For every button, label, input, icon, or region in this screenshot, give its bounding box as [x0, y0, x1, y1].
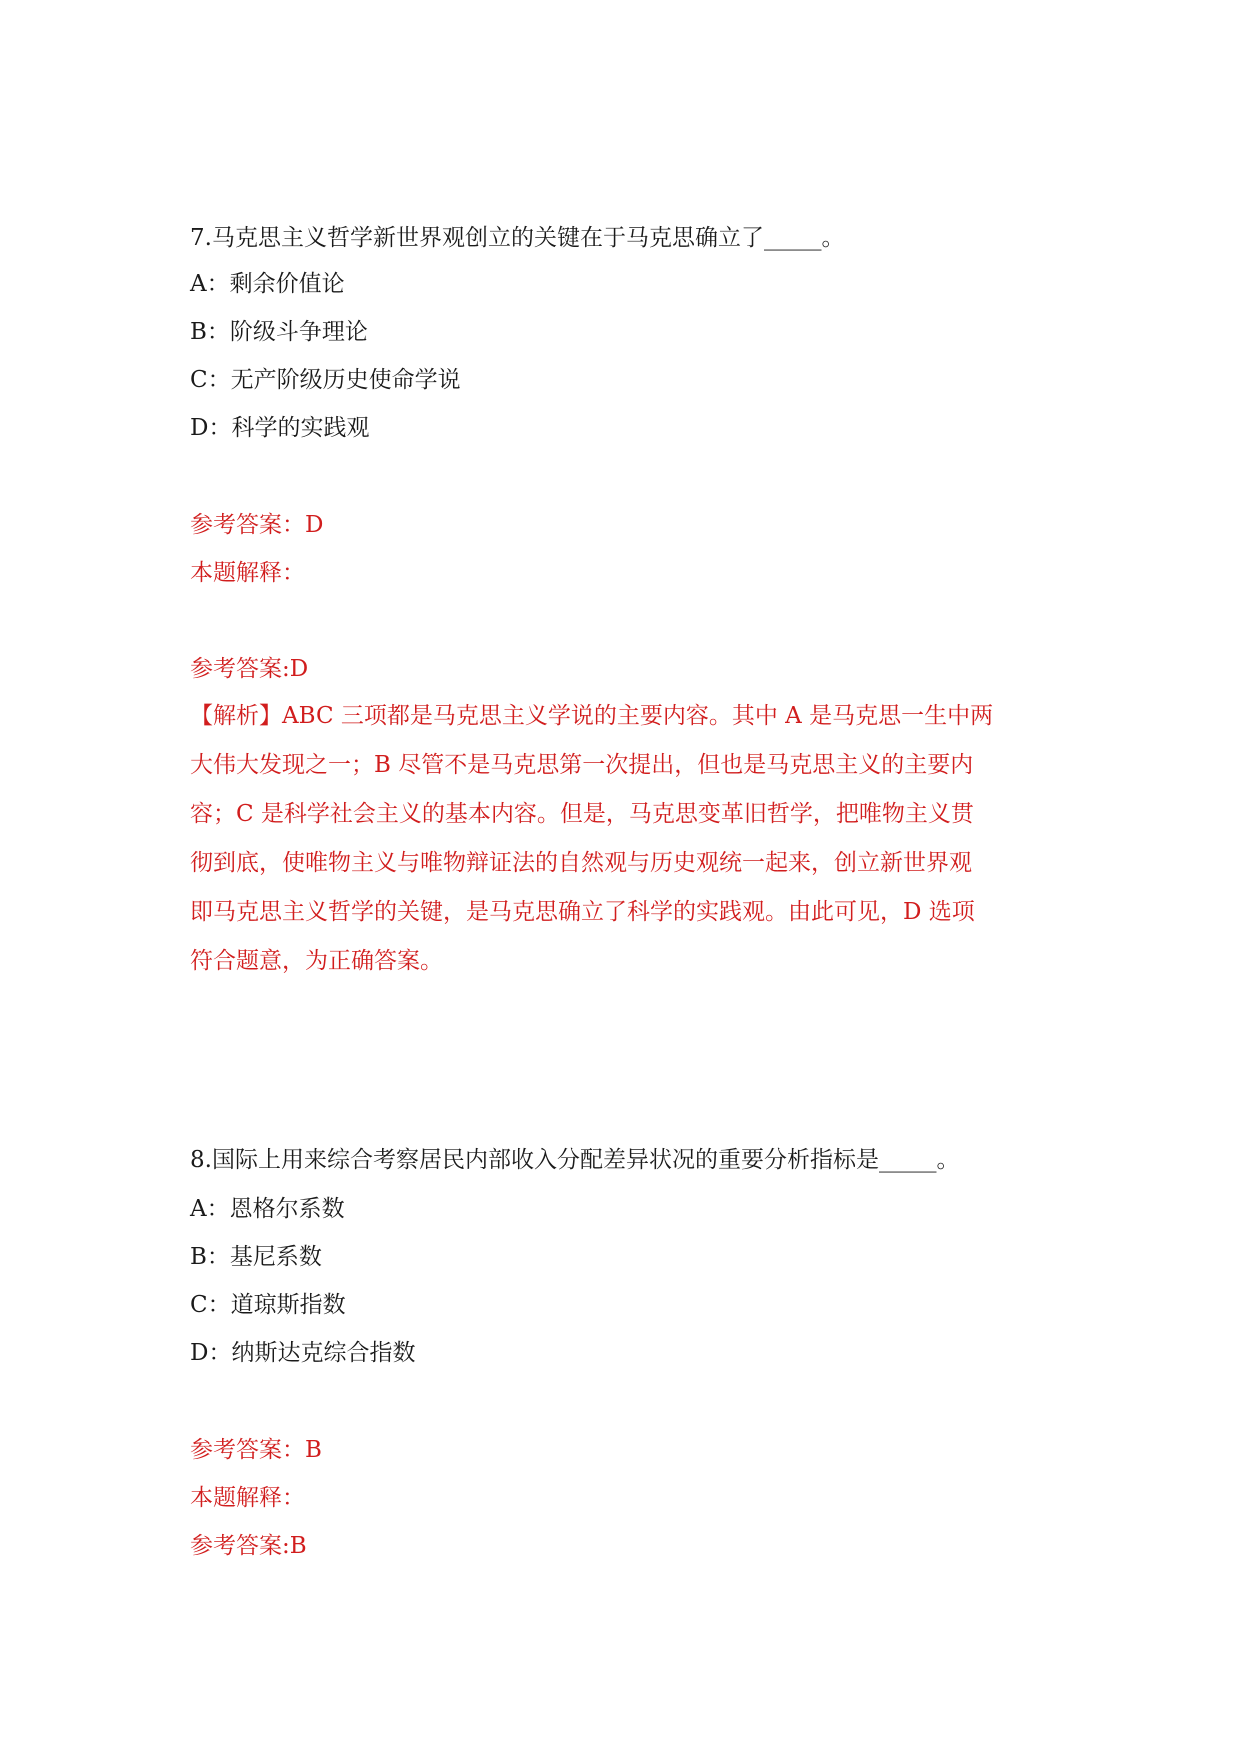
analysis-line: 大伟大发现之一；B 尽管不是马克思第一次提出，但也是马克思主义的主要内: [190, 752, 974, 778]
question-7-option-b: B：阶级斗争理论: [190, 319, 368, 345]
question-8-option-b: B：基尼系数: [190, 1244, 322, 1270]
analysis-line: 即马克思主义哲学的关键，是马克思确立了科学的实践观。由此可见，D 选项: [190, 899, 975, 925]
analysis-line: 符合题意，为正确答案。: [190, 948, 443, 974]
analysis-line: 【解析】ABC 三项都是马克思主义学说的主要内容。其中 A 是马克思一生中两: [190, 703, 994, 729]
question-7-analysis: [190, 692, 1070, 986]
question-8-answer: 参考答案：B: [190, 1437, 322, 1463]
analysis-line: 容；C 是科学社会主义的基本内容。但是，马克思变革旧哲学，把唯物主义贯: [190, 801, 974, 827]
question-7-option-a: A：剩余价值论: [190, 271, 345, 297]
question-8-option-d: D：纳斯达克综合指数: [190, 1340, 416, 1366]
question-7-option-d: D：科学的实践观: [190, 415, 370, 441]
question-8-explanation-label: 本题解释：: [190, 1485, 305, 1511]
analysis-line: 彻到底，使唯物主义与唯物辩证法的自然观与历史观统一起来，创立新世界观: [190, 850, 972, 876]
question-8-stem: 8.国际上用来综合考察居民内部收入分配差异状况的重要分析指标是_____。: [190, 1147, 960, 1173]
question-7-explanation-label: 本题解释：: [190, 560, 305, 586]
question-7-option-c: C：无产阶级历史使命学说: [190, 367, 461, 393]
question-8-option-c: C：道琼斯指数: [190, 1292, 346, 1318]
question-8-option-a: A：恩格尔系数: [190, 1196, 345, 1222]
question-7-reference-answer: 参考答案:D: [190, 656, 309, 682]
question-7-stem: 7.马克思主义哲学新世界观创立的关键在于马克思确立了_____。: [190, 225, 845, 251]
question-8-reference-answer: 参考答案:B: [190, 1533, 307, 1559]
question-7-answer: 参考答案：D: [190, 512, 324, 538]
